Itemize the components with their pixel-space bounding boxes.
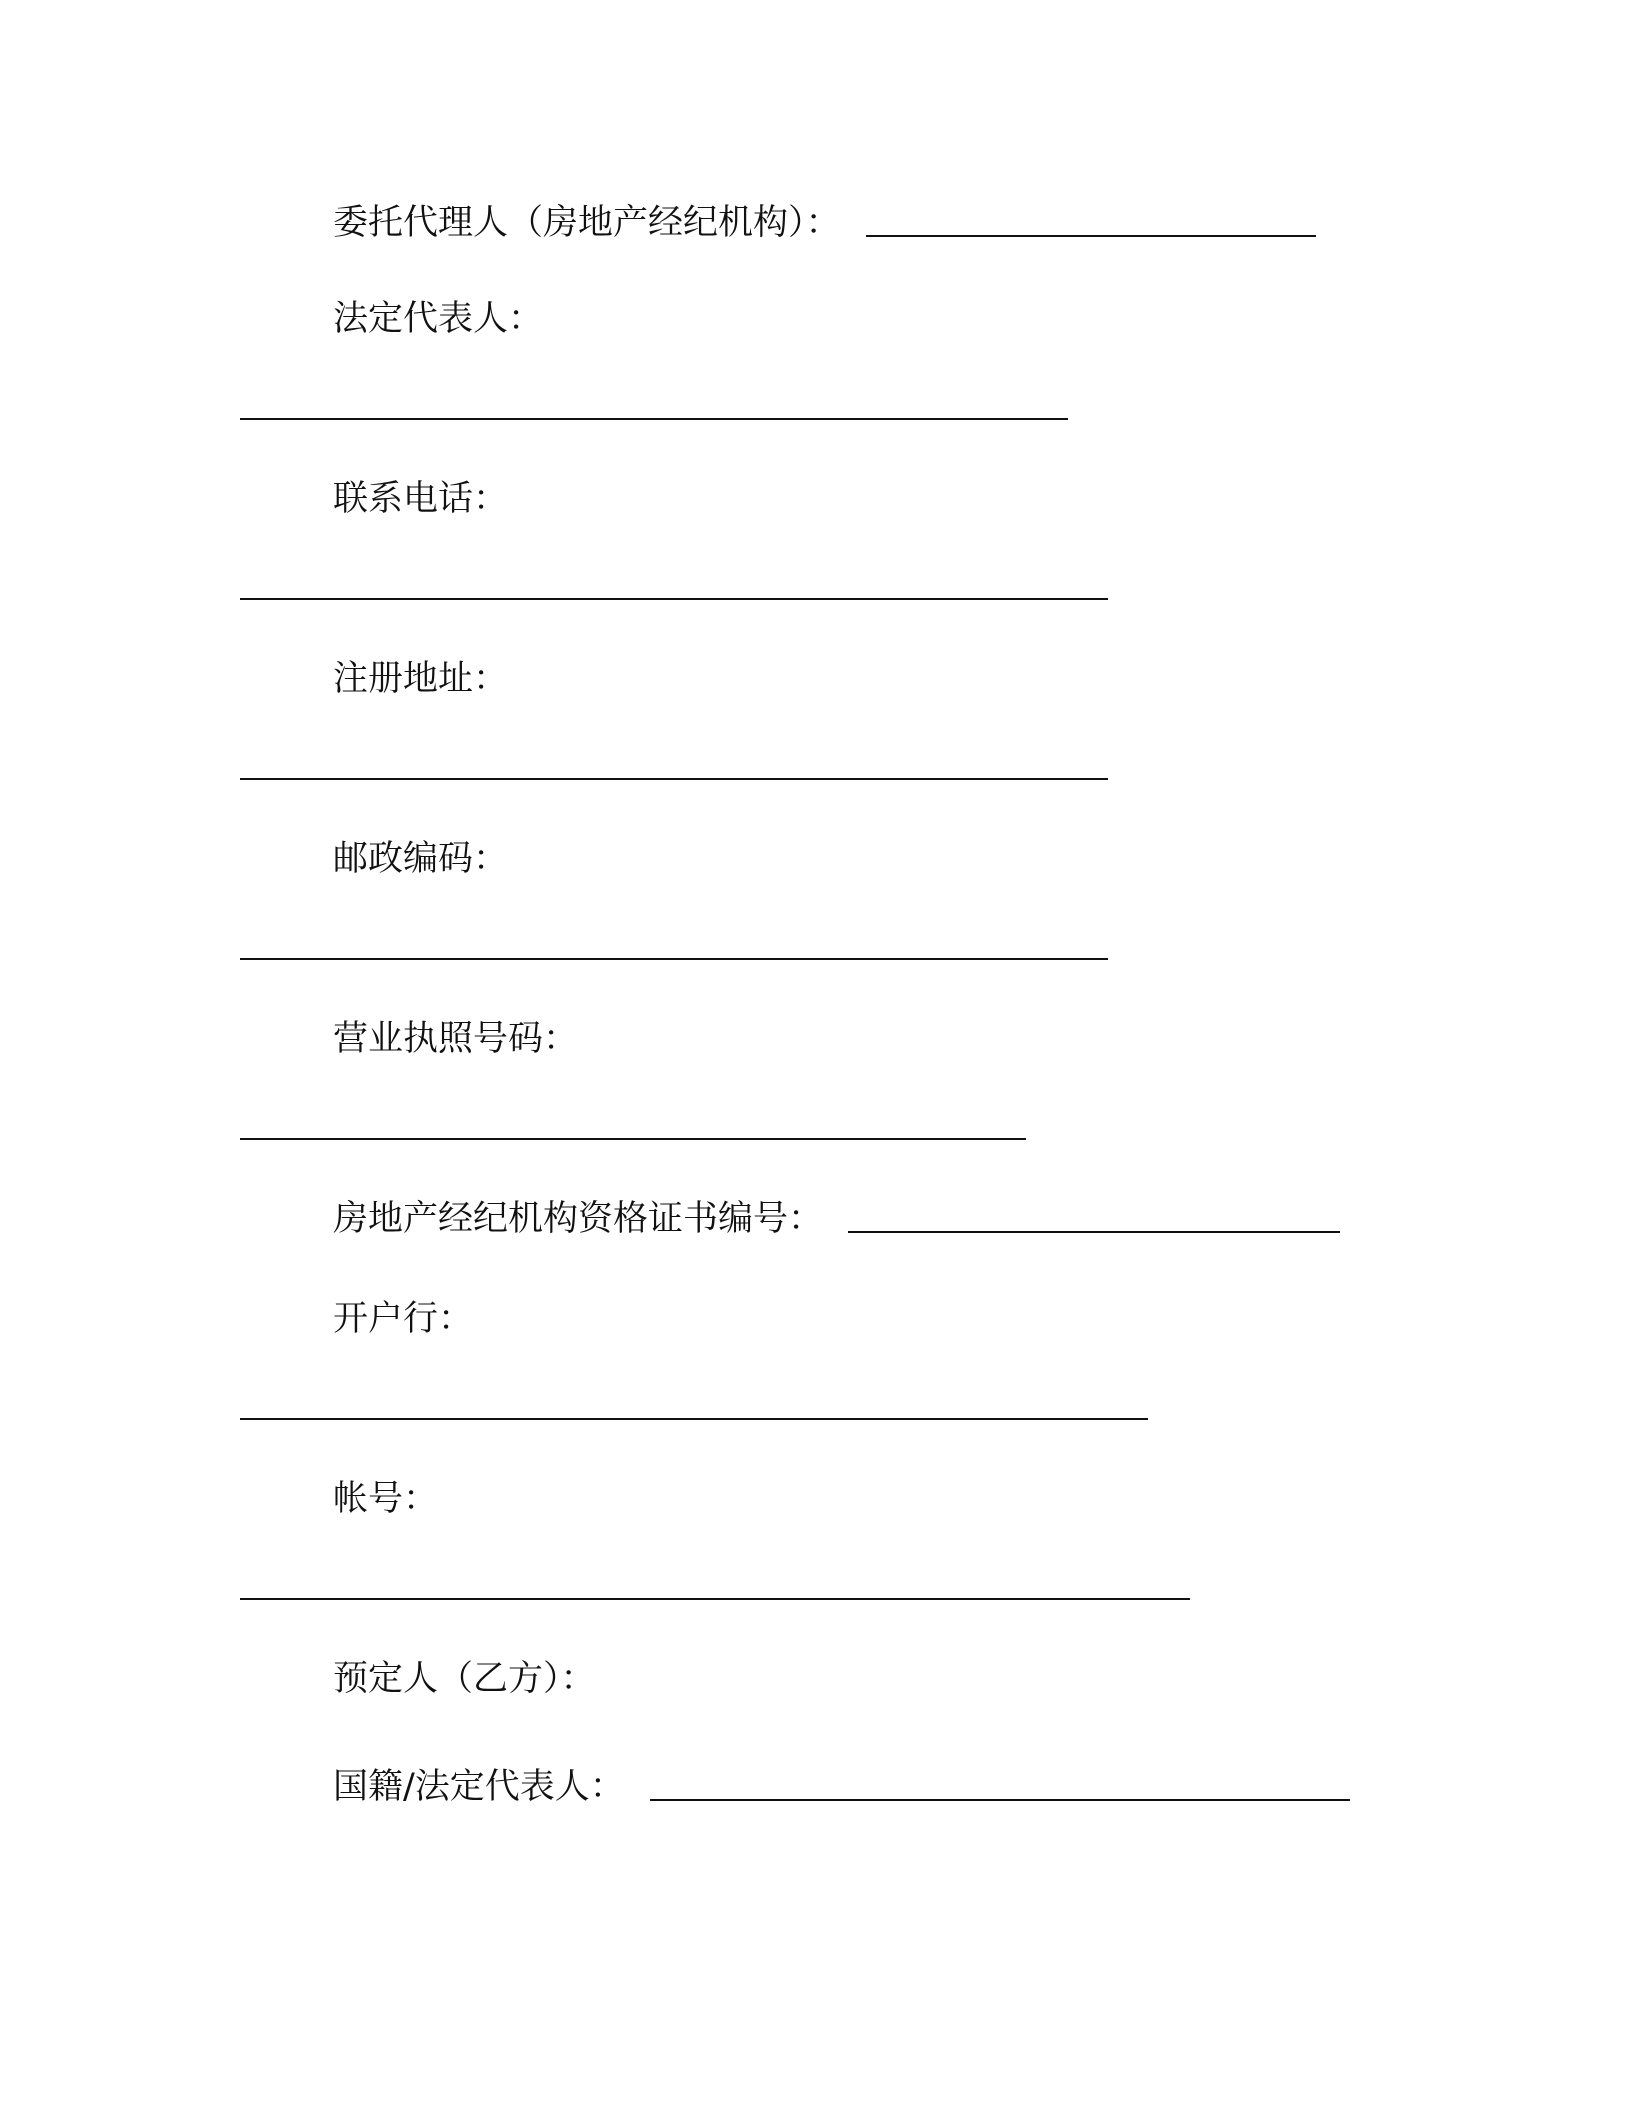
nationality-blank[interactable] <box>650 1799 1350 1801</box>
license-blank[interactable] <box>240 1138 1026 1140</box>
agent-label: 委托代理人（房地产经纪机构）： <box>333 203 841 243</box>
postcode-label: 邮政编码： <box>333 839 509 879</box>
account-label: 帐号： <box>333 1479 439 1519</box>
qualification-label: 房地产经纪机构资格证书编号： <box>333 1199 824 1239</box>
qualification-field-row <box>333 1196 1340 1242</box>
buyer-label-row <box>333 1656 596 1702</box>
address-label-row <box>333 656 508 702</box>
bank-label: 开户行： <box>333 1299 474 1339</box>
nationality-field-row <box>333 1764 1350 1810</box>
account-label-row <box>333 1476 438 1522</box>
phone-label: 联系电话： <box>333 479 509 519</box>
legal-rep-blank[interactable] <box>240 418 1068 420</box>
license-label: 营业执照号码： <box>333 1019 579 1059</box>
agent-blank[interactable] <box>866 235 1316 237</box>
postcode-blank[interactable] <box>240 958 1108 960</box>
bank-label-row <box>333 1296 473 1342</box>
nationality-label: 国籍/法定代表人： <box>333 1767 625 1807</box>
address-label: 注册地址： <box>333 659 509 699</box>
legal-rep-label: 法定代表人： <box>333 299 544 339</box>
qualification-blank[interactable] <box>848 1231 1340 1233</box>
bank-blank[interactable] <box>240 1418 1148 1420</box>
postcode-label-row <box>333 836 508 882</box>
legal-rep-label-row <box>333 296 543 342</box>
account-blank[interactable] <box>240 1598 1190 1600</box>
phone-label-row <box>333 476 508 522</box>
buyer-label: 预定人（乙方）： <box>333 1659 596 1699</box>
license-label-row <box>333 1016 578 1062</box>
address-blank[interactable] <box>240 778 1108 780</box>
agent-field-row <box>333 200 1316 246</box>
phone-blank[interactable] <box>240 598 1108 600</box>
